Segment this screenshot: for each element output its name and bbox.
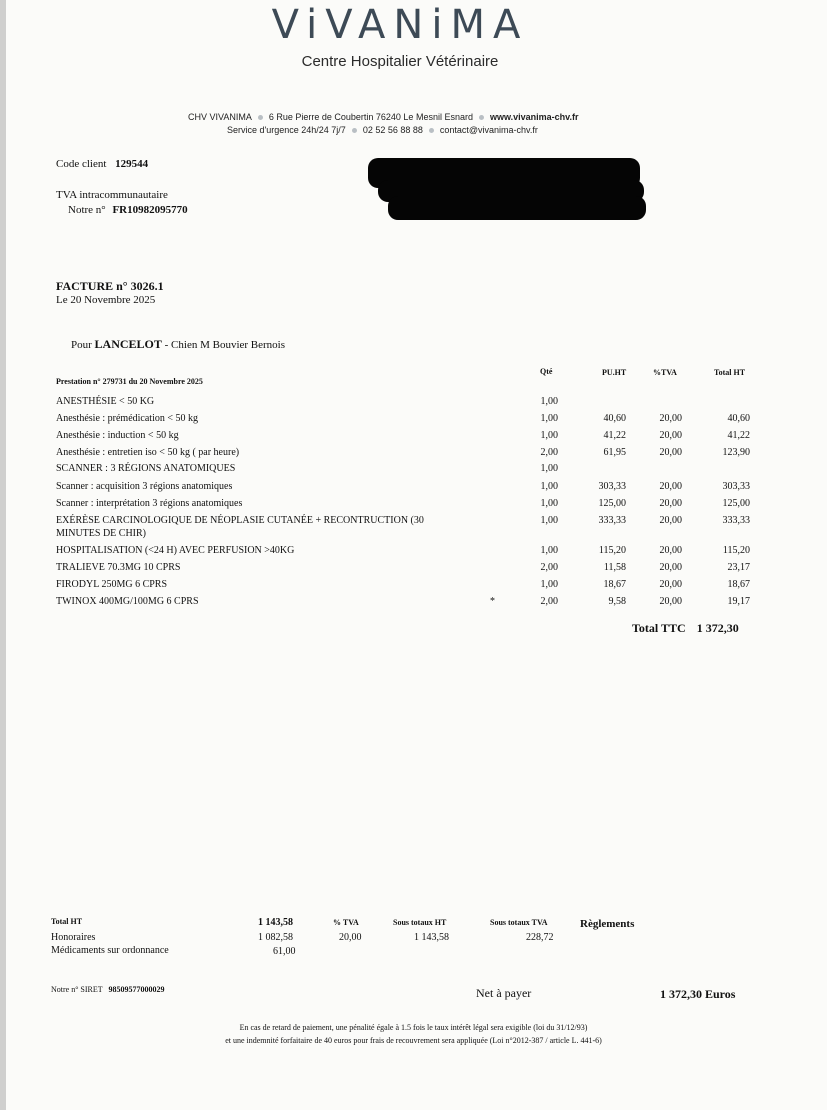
header-pu: PU.HT (602, 368, 627, 377)
invoice-date: Le 20 Novembre 2025 (56, 294, 156, 306)
animal-name: LANCELOT (94, 337, 162, 351)
client-code (56, 158, 148, 170)
summary-medicaments-value: 61,00 (273, 946, 296, 957)
summary-total-ht-value: 1 143,58 (258, 917, 293, 928)
summary-honoraires-sous-ht: 1 143,58 (414, 932, 449, 943)
notre-numero-value: FR10982095770 (112, 204, 188, 216)
pour-label: Pour (71, 339, 92, 351)
client-code-label: Code client (56, 158, 107, 170)
urgence-service: Service d'urgence 24h/24 7j/7 (227, 125, 346, 135)
clinic-logo: ViVANiMA (271, 2, 529, 48)
address-line-1 (188, 112, 579, 122)
total-ttc (632, 621, 739, 636)
clinic-subtitle: Centre Hospitalier Vétérinaire (301, 53, 499, 70)
summary-sous-ht-label: Sous totaux HT (393, 918, 447, 927)
invoice-page: ViVANiMA Centre Hospitalier Vétérinaire CHV VIVANIMA 6 Rue Pierre de Coubertin 76240 Le Mesnil Esnard www.vivanima-chv.fr Service d'urgence 24h/24 7j/7 02 52 56 88 88 contact@vivanima-chv.fr Code client 129544 TVA intracommunautaire Notre n° FR10982095770 FACTURE n° 3026.1 Le 20 Novembre 2025 Pour LANCELOT - Chien M Bouvier Bernois Qté PU.HT %TVA Total HT Prestation n° 279731 du 20 Novembre 2025 ANESTHÉSIE < 50 KG 1,00 Anesthésie : prémédication < 50 kg 1,00 40,60 20,00 40,60 Anesthésie : induction < 50 kg 1,00 41,22 20,00 41,22 Anesthésie : entretien iso < 50 kg ( par heure) 2,00 61,95 20,00 123,90 SCANNER : 3 RÉGIONS ANATOMIQUES 1,00 Scanner : acquisition 3 régions anatomiques 1,00 303,33 20,00 303,33 Scanner : interprétation 3 régions anatomiques 1,00 125,00 20,00 125,00 EXÉRÈSE CARCINOLOGIQUE DE NÉOPLASIE CUTANÉE + RECONTRUCTION (30 MINUTES DE CHIR) 1,00 333,33 20,00 333,33 HOSPITALISATION (<24 H) AVEC PERFUSION >40KG 1,00 115,20 20,00 115,20 TRALIEVE 70.3MG 10 CPRS 2,00 11,58 20,00 23,17 FIRODYL 250MG 6 CPRS 1,00 18,67 20,00 18,67 TWINOX 400MG/100MG 6 CPRS * 2,00 9,58 20,00 19,17 Total TTC 1 372,30 Total HT 1 143,58 % TVA Sous totaux HT Sous totaux TVA Règlements Honoraires 1 082,58 20,00 1 143,58 228,72 Médicaments sur ordonnance 61,00 Notre n° SIRET 98509577000029 Net à payer 1 372,30 Euros En cas de retard de paiement, une pénalité égale à 1.5 fois le taux intérêt légal sera exigible (loi du 31/12/93) et une indemnité forfaitaire de 40 euros pour frais de recouvrement sera appliquée (Loi n°2012-387 / article L. 441-6) (0, 0, 827, 1110)
summary-honoraires-sous-tva: 228,72 (526, 932, 554, 943)
clinic-website: www.vivanima-chv.fr (489, 112, 579, 122)
header-total: Total HT (714, 368, 746, 377)
tva-intracom-label: TVA intracommunautaire (56, 189, 168, 201)
separator-dot-icon (258, 115, 263, 120)
total-ttc-label: Total TTC (632, 621, 686, 635)
invoice-title: FACTURE n° 3026.1 (56, 279, 164, 293)
summary-medicaments-label: Médicaments sur ordonnance (51, 945, 169, 956)
separator-dot-icon (429, 128, 434, 133)
redacted-block (388, 196, 646, 220)
clinic-name: CHV VIVANIMA (188, 112, 252, 122)
summary-total-ht-label: Total HT (51, 917, 83, 926)
clinic-email: contact@vivanima-chv.fr (439, 125, 538, 135)
summary-honoraires-tva: 20,00 (339, 932, 362, 943)
siret-value: 98509577000029 (108, 985, 165, 994)
summary-reglements-label: Règlements (580, 918, 635, 930)
total-ttc-value: 1 372,30 (696, 621, 739, 635)
notre-numero (68, 204, 188, 216)
clinic-street: 6 Rue Pierre de Coubertin 76240 Le Mesnil Esnard (268, 112, 473, 122)
client-code-value: 129544 (115, 158, 149, 170)
separator-dot-icon (479, 115, 484, 120)
patient-line (71, 337, 285, 352)
summary-sous-tva-label: Sous totaux TVA (490, 918, 548, 927)
prestation-label: Prestation n° 279731 du 20 Novembre 2025 (56, 377, 203, 386)
header-tva: %TVA (653, 368, 677, 377)
legal-notice-1: En cas de retard de paiement, une pénalité égale à 1.5 fois le taux intérêt légal sera exigible (loi du 31/12/93) (239, 1023, 588, 1032)
row-star-marker: * (490, 596, 495, 607)
summary-pct-tva-label: % TVA (333, 918, 359, 927)
summary-honoraires-value: 1 082,58 (258, 932, 293, 943)
header-qty: Qté (540, 367, 553, 376)
address-line-2 (227, 125, 538, 135)
notre-numero-label: Notre n° (68, 204, 106, 216)
siret (51, 985, 165, 994)
animal-description: - Chien M Bouvier Bernois (164, 339, 286, 351)
scan-edge (0, 0, 6, 1110)
clinic-phone: 02 52 56 88 88 (362, 125, 423, 135)
summary-honoraires-label: Honoraires (51, 932, 96, 943)
separator-dot-icon (352, 128, 357, 133)
net-a-payer-value: 1 372,30 Euros (660, 987, 736, 1001)
legal-notice-2: et une indemnité forfaitaire de 40 euros pour frais de recouvrement sera appliquée (Loi n°2012-387 / article L. 441-6) (225, 1036, 602, 1045)
siret-label: Notre n° SIRET (51, 985, 103, 994)
net-a-payer-label: Net à payer (476, 986, 532, 1000)
